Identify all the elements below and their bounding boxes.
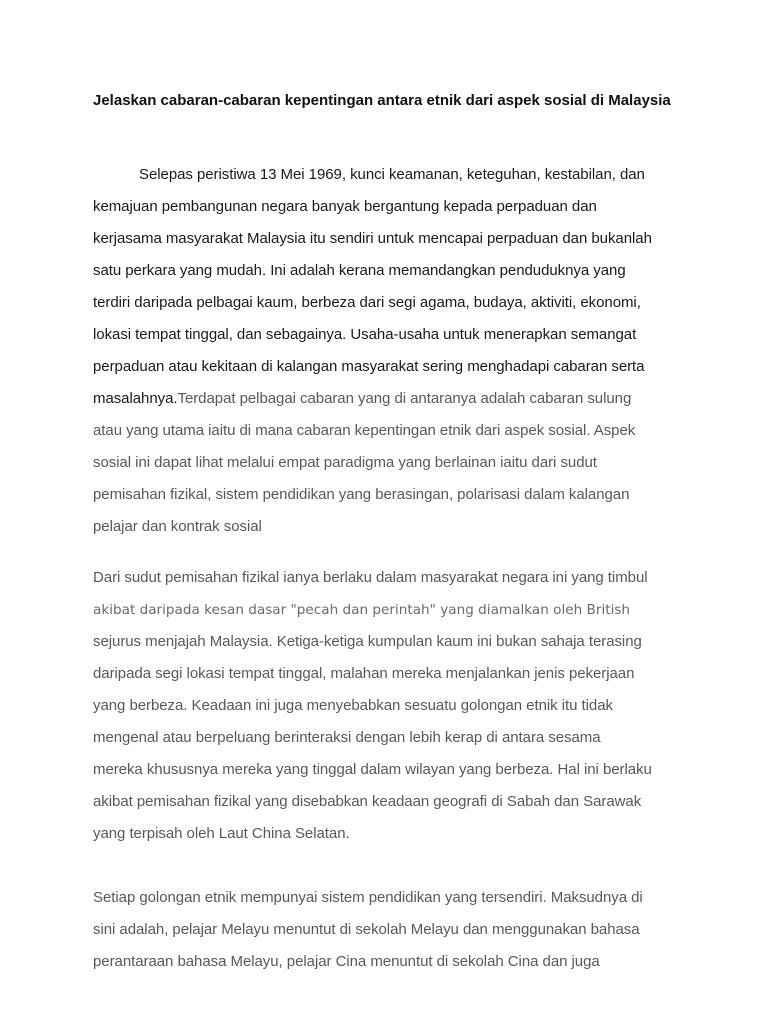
para2-line-9: yang terpisah oleh Laut China Selatan. xyxy=(93,825,350,842)
para2-line-1: Dari sudut pemisahan fizikal ianya berlaku dalam masyarakat negara ini yang timbul xyxy=(93,569,648,586)
para1-line-11: pemisahan fizikal, sistem pendidikan yang berasingan, polarisasi dalam kalangan xyxy=(93,486,630,503)
para2-line-7: mereka khususnya mereka yang tinggal dalam wilayan yang berbeza. Hal ini berlaku xyxy=(93,761,652,778)
para1-line-9: atau yang utama iaitu di mana cabaran kepentingan etnik dari aspek sosial. Aspek xyxy=(93,422,636,439)
para1-line-5: terdiri daripada pelbagai kaum, berbeza dari segi agama, budaya, aktiviti, ekonomi, xyxy=(93,294,641,311)
para1-line-3: kerjasama masyarakat Malaysia itu sendiri untuk mencapai perpaduan dan bukanlah xyxy=(93,230,652,247)
para1-line-8-dark: masalahnya. xyxy=(93,390,178,407)
para3-line-3: perantaraan bahasa Melayu, pelajar Cina menuntut di sekolah Cina dan juga xyxy=(93,953,600,970)
para2-line-3: sejurus menjajah Malaysia. Ketiga-ketiga kumpulan kaum ini bukan sahaja terasing xyxy=(93,633,642,650)
para1-line-6: lokasi tempat tinggal, dan sebagainya. Usaha-usaha untuk menerapkan semangat xyxy=(93,326,637,343)
para1-line-10: sosial ini dapat lihat melalui empat paradigma yang berlainan iaitu dari sudut xyxy=(93,454,597,471)
para3-line-2: sini adalah, pelajar Melayu menuntut di sekolah Melayu dan menggunakan bahasa xyxy=(93,921,640,938)
para1-line-1: Selepas peristiwa 13 Mei 1969, kunci keamanan, keteguhan, kestabilan, dan xyxy=(139,166,645,183)
para1-line-12: pelajar dan kontrak sosial xyxy=(93,518,262,535)
para1-line-4: satu perkara yang mudah. Ini adalah kerana memandangkan penduduknya yang xyxy=(93,262,626,279)
para1-line-2: kemajuan pembangunan negara banyak bergantung kepada perpaduan dan xyxy=(93,198,597,215)
para3-line-1: Setiap golongan etnik mempunyai sistem pendidikan yang tersendiri. Maksudnya di xyxy=(93,889,643,906)
para1-line-7: perpaduan atau kekitaan di kalangan masyarakat sering menghadapi cabaran serta xyxy=(93,358,645,375)
para2-line-4: daripada segi lokasi tempat tinggal, malahan mereka menjalankan jenis pekerjaan xyxy=(93,665,635,682)
para1-line-8 xyxy=(93,389,631,409)
para2-line-6: mengenal atau berpeluang berinteraksi dengan lebih kerap di antara sesama xyxy=(93,729,601,746)
para2-line-2: akibat daripada kesan dasar "pecah dan perintah" yang diamalkan oleh British xyxy=(93,602,631,618)
para1-line-8-grey: Terdapat pelbagai cabaran yang di antaranya adalah cabaran sulung xyxy=(177,390,632,407)
para2-line-8: akibat pemisahan fizikal yang disebabkan keadaan geografi di Sabah dan Sarawak xyxy=(93,793,642,810)
document-title: Jelaskan cabaran-cabaran kepentingan antara etnik dari aspek sosial di Malaysia xyxy=(93,92,671,109)
para2-line-5: yang berbeza. Keadaan ini juga menyebabkan sesuatu golongan etnik itu tidak xyxy=(93,697,613,714)
